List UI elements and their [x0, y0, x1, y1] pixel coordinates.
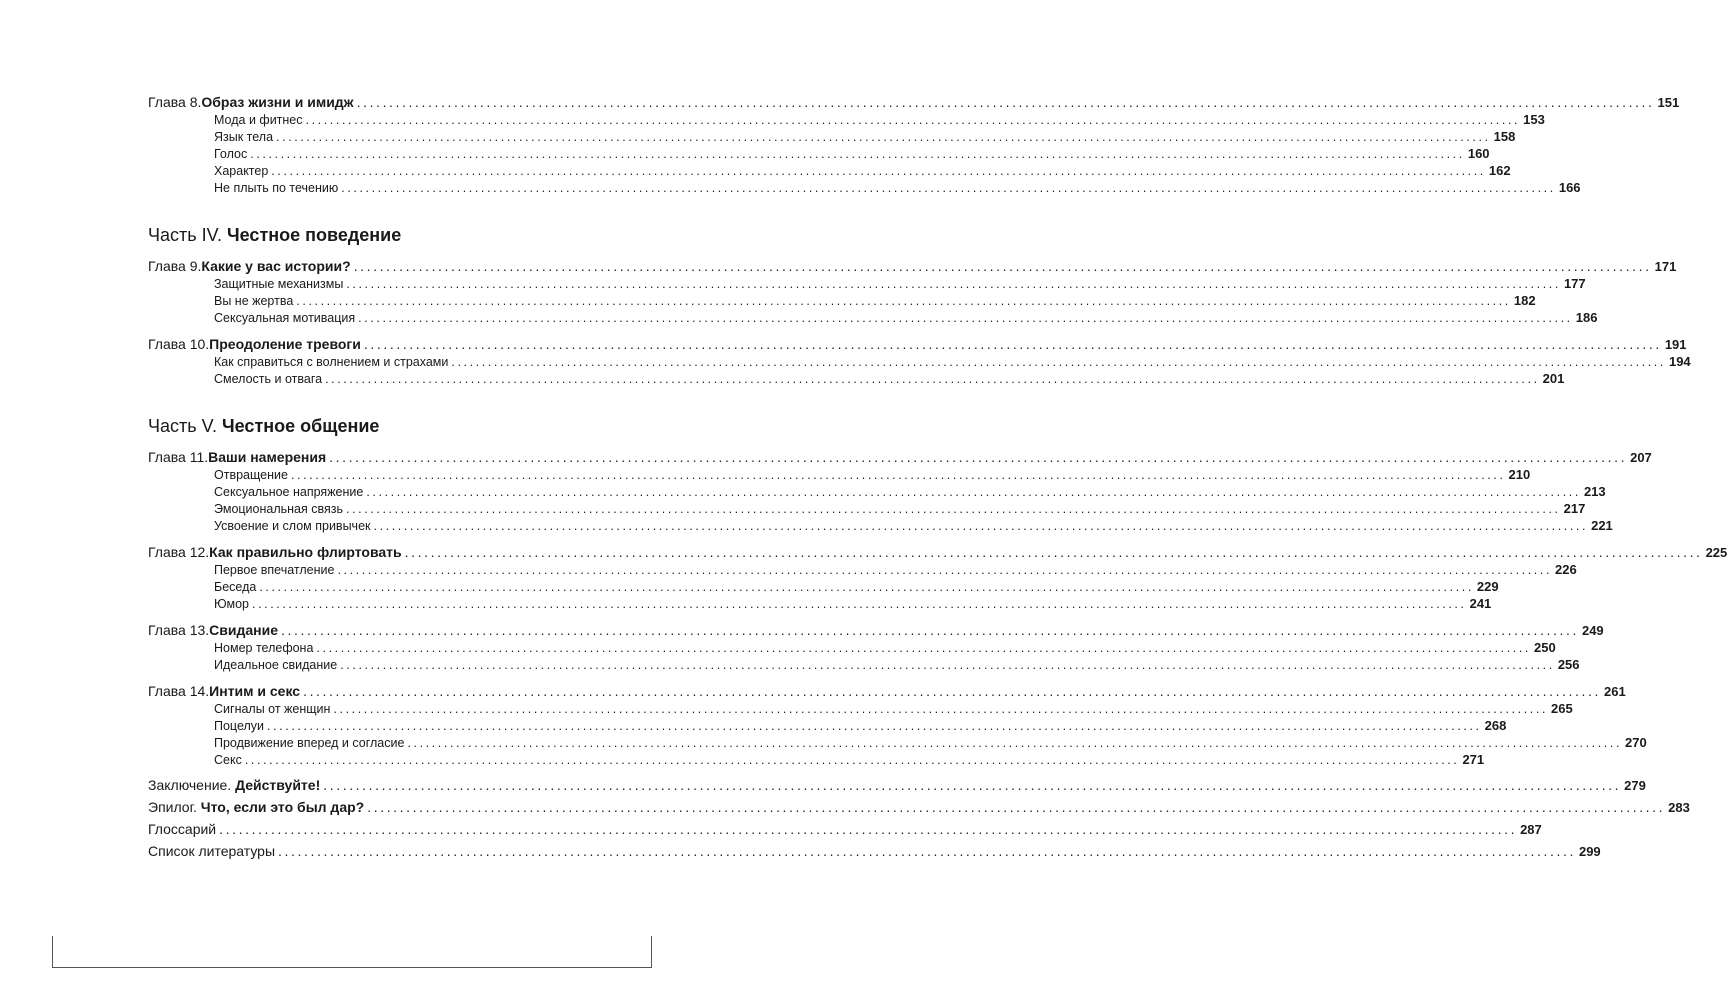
chapter-title: Преодоление тревоги — [209, 336, 361, 352]
part-title: Честное поведение — [227, 225, 402, 245]
dot-leader: ........................................................................................................................................................................................................ — [252, 597, 1467, 611]
toc-chapter-10[interactable] — [148, 335, 1687, 353]
toc-chapter-13[interactable] — [148, 621, 1604, 639]
section-title: Характер — [214, 164, 269, 178]
page-number: 210 — [1508, 467, 1531, 482]
part-number: Часть IV. — [148, 225, 222, 245]
toc-section[interactable] — [148, 734, 1647, 751]
toc-section[interactable] — [148, 292, 1536, 309]
dot-leader: ........................................................................................................................................................................................................ — [316, 641, 1532, 655]
chapter-title: Ваши намерения — [208, 449, 327, 465]
page-number: 283 — [1668, 800, 1690, 815]
part-heading-4[interactable] — [148, 223, 600, 247]
dot-leader: ........................................................................................................................................................................................................ — [325, 372, 1540, 386]
page-number: 225 — [1705, 545, 1727, 560]
dot-leader: ........................................................................................................................................................................................................ — [367, 799, 1666, 815]
dot-leader: ........................................................................................................................................................................................................ — [346, 502, 1561, 516]
dot-leader: ........................................................................................................................................................................................................ — [373, 519, 1589, 533]
dot-leader: ........................................................................................................................................................................................................ — [296, 294, 1511, 308]
toc-conclusion[interactable] — [148, 774, 1646, 796]
section-title: Продвижение вперед и согласие — [214, 736, 405, 750]
page-number: 158 — [1493, 129, 1516, 144]
section-title: Беседа — [214, 580, 257, 594]
toc-section[interactable] — [148, 128, 1516, 145]
dot-leader: ........................................................................................................................................................................................................ — [356, 94, 1655, 110]
page-number: 221 — [1591, 518, 1613, 533]
toc-section[interactable] — [148, 561, 1577, 578]
toc-section[interactable] — [148, 656, 1580, 673]
toc-section[interactable] — [148, 483, 1606, 500]
page-number: 271 — [1462, 752, 1485, 767]
dot-leader: ........................................................................................................................................................................................................ — [407, 736, 1623, 750]
chapter-number: Глава 14. — [148, 683, 210, 699]
page-number: 153 — [1523, 112, 1545, 127]
dot-leader: ........................................................................................................................................................................................................ — [267, 719, 1482, 733]
chapter-number: Глава 8. — [148, 94, 202, 110]
toc-section[interactable] — [148, 309, 1598, 326]
toc-section[interactable] — [148, 111, 1545, 128]
toc-chapter-9[interactable] — [148, 257, 1677, 275]
toc-references[interactable] — [148, 840, 1601, 862]
entry-prefix: Заключение. — [148, 777, 232, 793]
part-title: Честное общение — [222, 416, 380, 436]
dot-leader: ........................................................................................................................................................................................................ — [340, 658, 1555, 672]
page-number: 217 — [1563, 501, 1586, 516]
section-title: Сигналы от женщин — [214, 702, 331, 716]
page-number: 171 — [1654, 259, 1677, 274]
chapter-title: Какие у вас истории? — [201, 258, 351, 274]
section-title: Поцелуи — [214, 719, 265, 733]
chapter-title: Образ жизни и имидж — [201, 94, 354, 110]
section-title: Голос — [214, 147, 248, 161]
section-title: Сексуальная мотивация — [214, 311, 356, 325]
dot-leader: ........................................................................................................................................................................................................ — [271, 164, 1486, 178]
page-number: 191 — [1664, 337, 1687, 352]
dot-leader: ........................................................................................................................................................................................................ — [353, 258, 1652, 274]
toc-epilogue[interactable] — [148, 796, 1690, 818]
toc-section[interactable] — [148, 179, 1581, 196]
dot-leader: ........................................................................................................................................................................................................ — [337, 563, 1553, 577]
page-number: 182 — [1513, 293, 1536, 308]
dot-leader: ........................................................................................................................................................................................................ — [278, 843, 1576, 859]
toc-chapter-14[interactable] — [148, 682, 1626, 700]
chapter-title: Интим и секс — [209, 683, 301, 699]
section-title: Усвоение и слом привычек — [214, 519, 371, 533]
page-number: 213 — [1583, 484, 1606, 499]
chapter-title: Свидание — [209, 622, 279, 638]
entry-title: Что, если это был дар? — [200, 799, 365, 815]
page-number: 250 — [1534, 640, 1556, 655]
dot-leader: ........................................................................................................................................................................................................ — [305, 113, 1521, 127]
toc-chapter-11[interactable] — [148, 448, 1652, 466]
page-number: 279 — [1624, 778, 1646, 793]
section-title: Сексуальное напряжение — [214, 485, 364, 499]
dot-leader: ........................................................................................................................................................................................................ — [363, 336, 1662, 352]
dot-leader: ........................................................................................................................................................................................................ — [333, 702, 1549, 716]
dot-leader: ........................................................................................................................................................................................................ — [329, 449, 1628, 465]
dot-leader: ........................................................................................................................................................................................................ — [281, 622, 1579, 638]
table-of-contents — [148, 93, 1727, 862]
section-title: Как справиться с волнением и страхами — [214, 355, 449, 369]
chapter-number: Глава 11. — [148, 449, 209, 465]
page-number: 261 — [1604, 684, 1626, 699]
page-number: 270 — [1625, 735, 1647, 750]
chapter-number: Глава 10. — [148, 336, 210, 352]
toc-chapter-12[interactable] — [148, 543, 1727, 561]
dot-leader: ........................................................................................................................................................................................................ — [259, 580, 1474, 594]
dot-leader: ........................................................................................................................................................................................................ — [219, 821, 1518, 837]
dot-leader: ........................................................................................................................................................................................................ — [276, 130, 1491, 144]
dot-leader: ........................................................................................................................................................................................................ — [303, 683, 1602, 699]
page-number: 160 — [1467, 146, 1490, 161]
dot-leader: ........................................................................................................................................................................................................ — [244, 753, 1460, 767]
page-number: 287 — [1520, 822, 1542, 837]
page-number: 226 — [1555, 562, 1577, 577]
section-title: Секс — [214, 753, 242, 767]
section-title: Язык тела — [214, 130, 274, 144]
page-number: 151 — [1657, 95, 1680, 110]
toc-section[interactable] — [148, 275, 1586, 292]
toc-section[interactable] — [148, 578, 1499, 595]
chapter-title: Как правильно флиртовать — [209, 544, 402, 560]
toc-section[interactable] — [148, 639, 1556, 656]
toc-section[interactable] — [148, 370, 1565, 387]
section-title: Отвращение — [214, 468, 288, 482]
page-footer-frame — [52, 936, 652, 968]
entry-title: Список литературы — [148, 843, 276, 859]
section-title: Идеальное свидание — [214, 658, 338, 672]
section-title: Первое впечатление — [214, 563, 335, 577]
toc-section[interactable] — [148, 162, 1511, 179]
entry-prefix: Эпилог. — [148, 799, 197, 815]
toc-section[interactable] — [148, 751, 1485, 768]
toc-section[interactable] — [148, 517, 1613, 534]
page-number: 177 — [1563, 276, 1586, 291]
part-number: Часть V. — [148, 416, 217, 436]
section-title: Юмор — [214, 597, 249, 611]
entry-title: Действуйте! — [235, 777, 321, 793]
toc-section[interactable] — [148, 717, 1507, 734]
page-number: 207 — [1630, 450, 1652, 465]
dot-leader: ........................................................................................................................................................................................................ — [366, 485, 1581, 499]
toc-section[interactable] — [148, 353, 1691, 370]
page-number: 241 — [1469, 596, 1492, 611]
toc-section[interactable] — [148, 500, 1586, 517]
page-number: 299 — [1578, 844, 1601, 859]
toc-section[interactable] — [148, 595, 1492, 612]
dot-leader: ........................................................................................................................................................................................................ — [323, 777, 1622, 793]
chapter-number: Глава 12. — [148, 544, 210, 560]
dot-leader: ........................................................................................................................................................................................................ — [404, 544, 1703, 560]
page-number: 186 — [1575, 310, 1598, 325]
part-heading-5[interactable] — [148, 414, 600, 438]
page-number: 166 — [1558, 180, 1581, 195]
dot-leader: ........................................................................................................................................................................................................ — [346, 277, 1561, 291]
page-number: 162 — [1488, 163, 1511, 178]
section-title: Эмоциональная связь — [214, 502, 344, 516]
section-title: Смелость и отвага — [214, 372, 323, 386]
dot-leader: ........................................................................................................................................................................................................ — [341, 181, 1556, 195]
entry-title: Глоссарий — [148, 821, 217, 837]
dot-leader: ........................................................................................................................................................................................................ — [451, 355, 1666, 369]
dot-leader: ........................................................................................................................................................................................................ — [358, 311, 1573, 325]
dot-leader: ........................................................................................................................................................................................................ — [250, 147, 1465, 161]
dot-leader: ........................................................................................................................................................................................................ — [290, 468, 1506, 482]
toc-section[interactable] — [148, 145, 1490, 162]
page-number: 256 — [1557, 657, 1580, 672]
section-title: Вы не жертва — [214, 294, 294, 308]
toc-section[interactable] — [148, 700, 1573, 717]
chapter-number: Глава 13. — [148, 622, 210, 638]
page-number: 201 — [1542, 371, 1565, 386]
page-number: 249 — [1581, 623, 1604, 638]
page-number: 265 — [1551, 701, 1573, 716]
toc-glossary[interactable] — [148, 818, 1542, 840]
page-number: 229 — [1476, 579, 1499, 594]
chapter-number: Глава 9. — [148, 258, 202, 274]
page-number: 268 — [1484, 718, 1507, 733]
page-number: 194 — [1668, 354, 1691, 369]
toc-chapter-8[interactable] — [148, 93, 1680, 111]
section-title: Защитные механизмы — [214, 277, 344, 291]
toc-section[interactable] — [148, 466, 1531, 483]
section-title: Не плыть по течению — [214, 181, 339, 195]
section-title: Мода и фитнес — [214, 113, 303, 127]
section-title: Номер телефона — [214, 641, 314, 655]
